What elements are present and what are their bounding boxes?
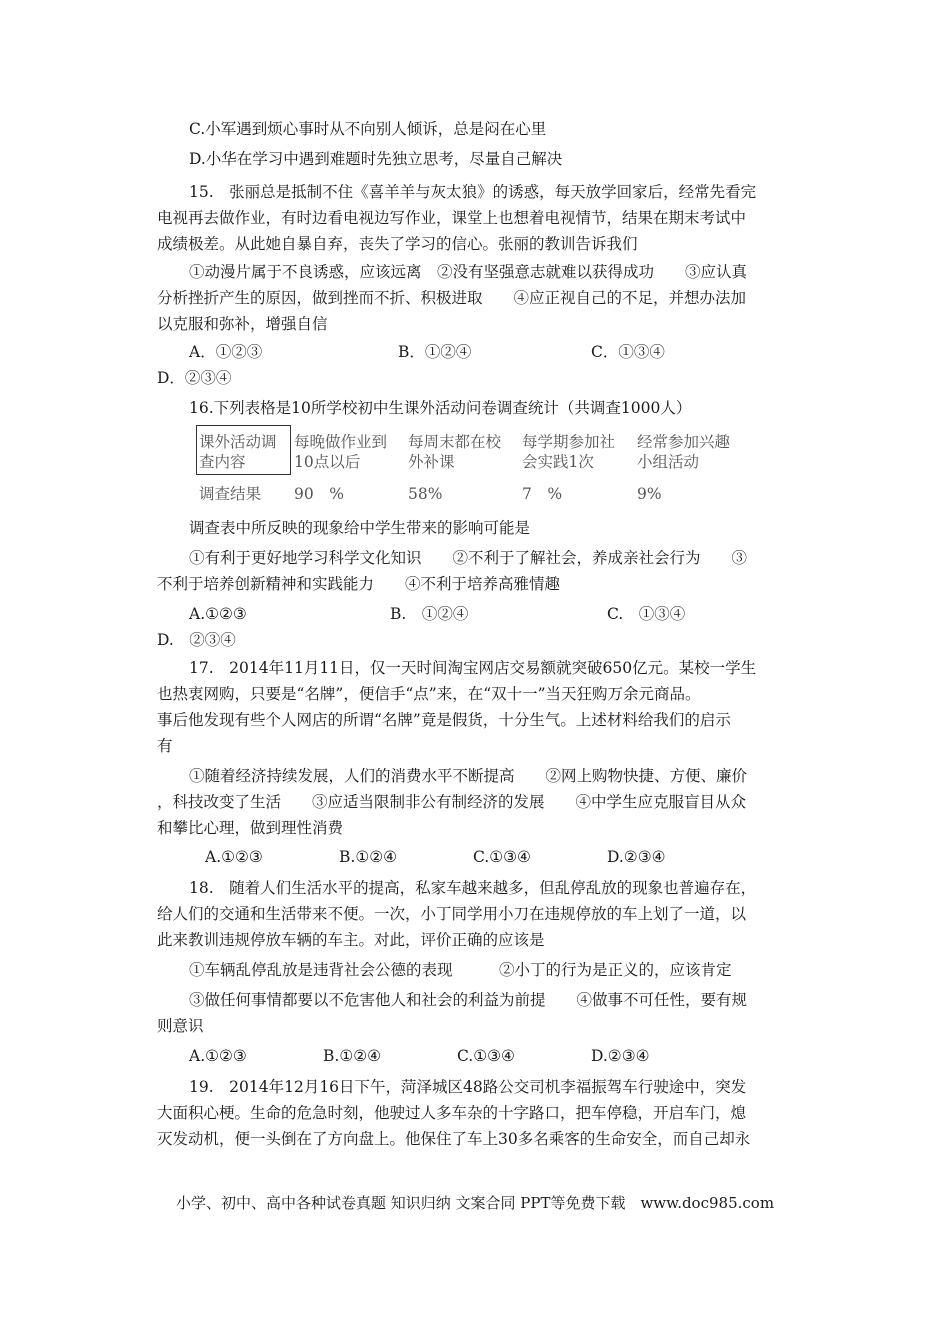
q18-stem-line-2: 给人们的交通和生活带来不便。一次，小丁同学用小刀在违规停放的车上划了一道，以 — [157, 905, 747, 923]
survey-header-label-1: 课外活动调 — [199, 433, 277, 451]
q18-statements-line-3: 则意识 — [157, 1017, 204, 1035]
survey-header-label-2: 查内容 — [199, 453, 246, 471]
q15-statements-line-3: 以克服和弥补，增强自信 — [157, 315, 328, 333]
q18-option-a: A.①②③ — [189, 1047, 247, 1065]
q15-statements-line-1: ①动漫片属于不良诱惑，应该远离 ②没有坚强意志就难以获得成功 ③应认真 — [189, 263, 748, 281]
q15-option-c: C．①③④ — [591, 343, 665, 361]
q17-option-b: B.①②④ — [339, 848, 398, 866]
q17-option-d: D.②③④ — [607, 848, 666, 866]
q17-stem-line-1: 17. 2014年11月11日，仅一天时间淘宝网店交易额就突破650亿元。某校一学生 — [189, 659, 757, 677]
q18-option-d: D.②③④ — [591, 1047, 650, 1065]
survey-col-3-line-1: 每学期参加社 — [522, 433, 616, 451]
q16-option-d: D. ②③④ — [157, 631, 236, 649]
q15-option-b: B．①②④ — [398, 343, 472, 361]
q14-option-c: C.小军遇到烦心事时从不向别人倾诉，总是闷在心里 — [189, 120, 547, 138]
q19-stem-line-2: 大面积心梗。生命的危急时刻，他驶过人多车杂的十字路口，把车停稳，开启车门，熄 — [157, 1104, 747, 1122]
q15-stem-line-2: 电视再去做作业，有时边看电视边写作业，课堂上也想着电视情节，结果在期末考试中 — [157, 209, 747, 227]
survey-result-1: 90 % — [294, 485, 344, 503]
q15-stem-line-3: 成绩极差。从此她自暴自弃，丧失了学习的信心。张丽的教训告诉我们 — [157, 235, 638, 253]
q16-option-a: A.①②③ — [189, 605, 247, 623]
q19-stem-line-1: 19. 2014年12月16日下午，菏泽城区48路公交司机李福振驾车行驶途中，突发 — [189, 1078, 747, 1096]
q18-stem-line-3: 此来教训违规停放车辆的车主。对此，评价正确的应该是 — [157, 931, 545, 949]
q15-stem-line-1: 15. 张丽总是抵制不住《喜羊羊与灰太狼》的诱惑，每天放学回家后，经常先看完 — [189, 183, 757, 201]
q19-stem-line-3: 灭发动机，便一头倒在了方向盘上。他保住了车上30多名乘客的生命安全，而自己却永 — [157, 1130, 751, 1148]
q16-statements-line-1: ①有利于更好地学习科学文化知识 ②不利于了解社会，养成亲社会行为 ③ — [189, 549, 748, 567]
survey-col-1-line-2: 10点以后 — [294, 453, 361, 471]
survey-col-3-line-2: 会实践1次 — [522, 453, 594, 471]
q18-option-c: C.①③④ — [457, 1047, 515, 1065]
q18-statements-line-1: ①车辆乱停乱放是违背社会公德的表现 ②小丁的行为是正义的，应该肯定 — [189, 961, 732, 979]
q18-statements-line-2: ③做任何事情都要以不危害他人和社会的利益为前提 ④做事不可任性，要有规 — [189, 991, 748, 1009]
survey-col-4-line-2: 小组活动 — [637, 453, 700, 471]
q17-stem-line-2: 也热衷网购，只要是“名牌”，便信手“点”来，在“双十一”当天狂购万余元商品。 — [157, 685, 701, 703]
q18-option-b: B.①②④ — [323, 1047, 382, 1065]
q18-stem-line-1: 18. 随着人们生活水平的提高，私家车越来越多，但乱停乱放的现象也普遍存在， — [189, 879, 757, 897]
survey-col-4-line-1: 经常参加兴趣 — [637, 433, 731, 451]
q17-stem-line-4: 有 — [157, 737, 173, 755]
page-footer: 小学、初中、高中各种试卷真题 知识归纳 文案合同 PPT等免费下载 www.doc985.com — [175, 1194, 775, 1212]
survey-col-2-line-1: 每周末都在校 — [408, 433, 502, 451]
survey-col-1-line-1: 每晚做作业到 — [294, 433, 388, 451]
q15-statements-line-2: 分析挫折产生的原因，做到挫而不折、积极进取 ④应正视自己的不足，并想办法加 — [157, 289, 747, 307]
q15-option-a: A．①②③ — [189, 343, 263, 361]
survey-col-2-line-2: 外补课 — [408, 453, 455, 471]
survey-result-3: 7 % — [522, 485, 563, 503]
q16-option-c: C. ①③④ — [607, 605, 686, 623]
q17-option-c: C.①③④ — [473, 848, 531, 866]
q17-statements-line-1: ①随着经济持续发展，人们的消费水平不断提高 ②网上购物快捷、方便、廉价 — [189, 767, 748, 785]
survey-result-4: 9% — [637, 485, 662, 503]
survey-result-label: 调查结果 — [199, 485, 262, 503]
q16-question: 调查表中所反映的现象给中学生带来的影响可能是 — [189, 519, 531, 537]
q17-option-a: A.①②③ — [205, 848, 263, 866]
q16-stem: 16.下列表格是10所学校初中生课外活动问卷调查统计（共调查1000人） — [189, 399, 692, 417]
q17-statements-line-2: ，科技改变了生活 ③应适当限制非公有制经济的发展 ④中学生应克服盲目从众 — [157, 793, 747, 811]
survey-result-2: 58% — [408, 485, 443, 503]
q15-option-d: D．②③④ — [157, 369, 232, 387]
q16-statements-line-2: 不利于培养创新精神和实践能力 ④不利于培养高雅情趣 — [157, 575, 561, 593]
q14-option-d: D.小华在学习中遇到难题时先独立思考，尽量自己解决 — [189, 150, 563, 168]
q16-option-b: B. ①②④ — [390, 605, 469, 623]
q17-statements-line-3: 和攀比心理，做到理性消费 — [157, 819, 344, 837]
q17-stem-line-3: 事后他发现有些个人网店的所谓“名牌”竟是假货，十分生气。上述材料给我们的启示 — [157, 711, 731, 729]
